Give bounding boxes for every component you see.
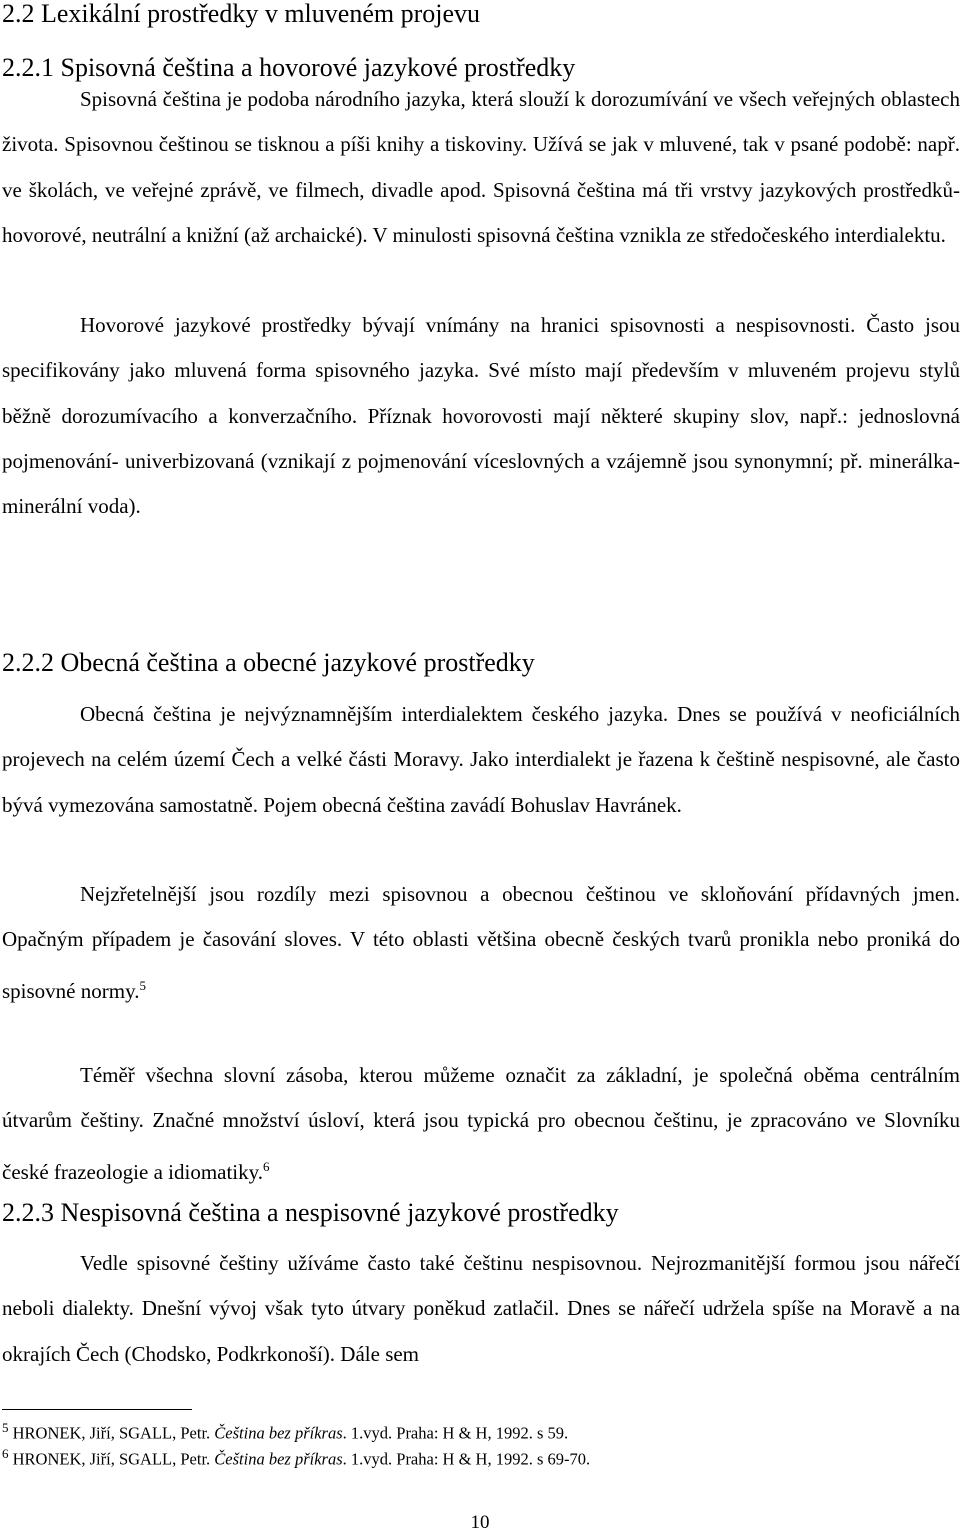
footnote-number: 6 xyxy=(2,1446,9,1461)
footnote-rest: . 1.vyd. Praha: H & H, 1992. s 69-70. xyxy=(342,1449,591,1469)
section-heading-2-2-1: 2.2.1 Spisovná čeština a hovorové jazykové prostředky xyxy=(2,53,576,82)
page-number: 10 xyxy=(470,1512,490,1533)
paragraph-rozdily-sklonovani xyxy=(2,872,960,1014)
paragraph-text: Téměř všechna slovní zásoba, kterou můžeme označit za základní, je společná oběma centrálním útvarům češtiny. Značné množství úsloví, která jsou typická pro obecnou češtinu, je zpracováno ve Slovníku české frazeologie a idiomatiky. xyxy=(2,1063,960,1184)
section-heading-2-2-2: 2.2.2 Obecná čeština a obecné jazykové prostředky xyxy=(2,648,535,677)
paragraph-nespisovna-cestina: Vedle spisovné češtiny užíváme často také češtinu nespisovnou. Nejrozmanitější formou jsou nářečí neboli dialekty. Dnešní vývoj však tyto útvary poněkud zatlačil. Dnes se nářečí udržela spíše na Moravě a na okrajích Čech (Chodsko, Podkrkonoší). Dále sem xyxy=(2,1251,960,1366)
paragraph-slovni-zasoba xyxy=(2,1053,960,1195)
footnote-reference: 6 xyxy=(263,1158,270,1174)
footnote-title: Čeština bez příkras xyxy=(214,1449,343,1469)
footnote-reference: 5 xyxy=(139,977,146,993)
paragraph-obecna-cestina: Obecná čeština je nejvýznamnějším interdialektem českého jazyka. Dnes se používá v neoficiálních projevech na celém území Čech a velké části Moravy. Jako interdialekt je řazena k češtině nespisovné, ale často bývá vymezována samostatně. Pojem obecná čeština zavádí Bohuslav Havránek. xyxy=(2,702,960,817)
paragraph-hovorove-prostredky: Hovorové jazykové prostředky bývají vnímány na hranici spisovnosti a nespisovnosti. Často jsou specifikovány jako mluvená forma spisovného jazyka. Své místo mají především v mluveném projevu stylů běžně dorozumívacího a konverzačního. Příznak hovorovosti mají některé skupiny slov, např.: jednoslovná pojmenování- univerbizovaná (vznikají z pojmenování víceslovných a vzájemně jsou synonymní; př. minerálka- minerální voda). xyxy=(2,313,960,519)
paragraph-text: Nejzřetelnější jsou rozdíly mezi spisovnou a obecnou češtinou ve skloňování přídavných jmen. Opačným případem je časování sloves. V této oblasti většina obecně českých tvarů pronikla nebo proniká do spisovné normy. xyxy=(2,882,960,1003)
footnote-title: Čeština bez příkras xyxy=(214,1423,343,1443)
footnote-rest: . 1.vyd. Praha: H & H, 1992. s 59. xyxy=(342,1423,569,1443)
footnote-separator xyxy=(2,1409,192,1410)
paragraph-spisovna-cestina: Spisovná čeština je podoba národního jazyka, která slouží k dorozumívání ve všech veřejných oblastech života. Spisovnou češtinou se tisknou a píši knihy a tiskoviny. Užívá se jak v mluvené, tak v psané podobě: např. ve školách, ve veřejné zprávě, ve filmech, divadle apod. Spisovná čeština má tři vrstvy jazykových prostředků- hovorové, neutrální a knižní (až archaické). V minulosti spisovná čeština vznikla ze středočeského interdialektu. xyxy=(2,87,960,247)
section-heading-2-2: 2.2 Lexikální prostředky v mluveném projevu xyxy=(2,0,481,28)
footnote-6 xyxy=(2,1446,590,1470)
footnote-authors: HRONEK, Jiří, SGALL, Petr. xyxy=(12,1423,215,1443)
footnote-5 xyxy=(2,1420,568,1444)
footnote-authors: HRONEK, Jiří, SGALL, Petr. xyxy=(12,1449,215,1469)
footnote-number: 5 xyxy=(2,1420,9,1435)
section-heading-2-2-3: 2.2.3 Nespisovná čeština a nespisovné jazykové prostředky xyxy=(2,1198,619,1227)
